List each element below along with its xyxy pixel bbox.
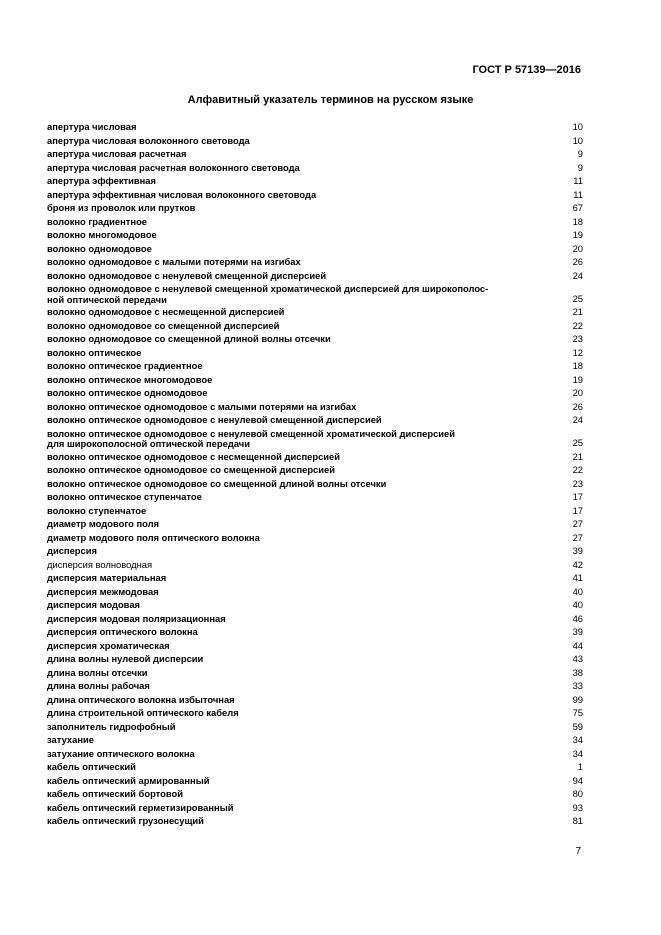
index-entry-term: волокно оптическое многомодовое	[47, 373, 213, 385]
index-entry-term: дисперсия материальная	[47, 572, 167, 583]
index-entry	[47, 255, 583, 269]
index-entry-term: волокно градиентное	[47, 215, 148, 227]
index-entry-page: 39	[572, 626, 583, 637]
index-entry-page: 9	[577, 148, 583, 159]
index-entry-page: 10	[572, 121, 583, 132]
index-entry	[47, 814, 583, 828]
index-entry-page: 20	[572, 387, 583, 398]
index-entry-term: дисперсия модовая	[47, 599, 140, 610]
index-entry-page: 34	[572, 734, 583, 745]
index-entry-term: затухание оптического волокна	[47, 747, 195, 759]
index-entry	[47, 188, 583, 202]
index-entry-page: 19	[572, 373, 583, 385]
document-code: ГОСТ Р 57139—2016	[472, 64, 581, 76]
index-entry	[47, 625, 583, 639]
index-entry	[47, 463, 583, 477]
index-entry-page: 23	[572, 333, 583, 344]
index-entry-page: 80	[572, 788, 583, 799]
index-entry-page: 11	[573, 175, 583, 186]
index-entry	[47, 490, 583, 504]
index-entry-term: волокно одномодовое со смещенной длиной волны отсечки	[47, 333, 331, 344]
index-entry	[47, 639, 583, 653]
index-entry-page: 26	[572, 400, 583, 412]
index-title: Алфавитный указатель терминов на русском языке	[187, 94, 474, 106]
index-entry-term: апертура эффективная числовая волоконного световода	[47, 188, 317, 200]
index-entry	[47, 215, 583, 229]
index-entry-page: 93	[572, 801, 583, 813]
index-entry-page: 41	[572, 572, 583, 583]
index-entry	[47, 120, 583, 134]
index-entry-term: кабель оптический	[47, 761, 136, 772]
index-entry-page: 18	[572, 215, 583, 227]
index-entry-term: волокно оптическое ступенчатое	[47, 491, 202, 502]
index-entry-term: волокно оптическое одномодовое	[47, 387, 208, 398]
index-entry-term: волокно многомодовое	[47, 229, 157, 240]
index-entry	[47, 706, 583, 720]
index-entry-page: 81	[572, 815, 583, 826]
index-entry	[47, 305, 583, 319]
index-entry-page: 10	[572, 134, 583, 146]
index-entry-page: 19	[572, 229, 583, 240]
index-entry-page: 40	[572, 585, 583, 597]
index-entry-term: волокно оптическое одномодовое с малыми потерями на изгибах	[47, 400, 357, 412]
index-entry-term: длина оптического волокна избыточная	[47, 693, 235, 705]
index-entry	[47, 558, 583, 572]
index-entry-term: волокно одномодовое	[47, 242, 152, 254]
index-entry-term: волокно оптическое одномодовое со смещенной дисперсией	[47, 464, 336, 475]
index-entry-page: 75	[572, 707, 583, 718]
index-entry	[47, 413, 583, 427]
index-entry	[47, 652, 583, 666]
index-entry-page: 12	[572, 346, 583, 358]
index-entry-term: волокно ступенчатое	[47, 504, 147, 516]
index-entry	[47, 693, 583, 707]
index-entry-term: апертура числовая расчетная волоконного световода	[47, 161, 300, 173]
index-entry-term: диаметр модового поля	[47, 518, 160, 529]
index-entry-page: 25	[572, 437, 583, 448]
index-entry-page: 21	[572, 306, 583, 317]
index-entry-page: 24	[572, 269, 583, 281]
index-entry	[47, 787, 583, 801]
index-entry	[47, 733, 583, 747]
index-entry-term: волокно одномодовое с ненулевой смещенной дисперсией	[47, 269, 327, 281]
index-entry	[47, 134, 583, 148]
index-entry-term: волокно оптическое одномодовое с несмещенной дисперсией	[47, 450, 341, 462]
index-entry-page: 42	[572, 558, 583, 570]
index-entry-page: 22	[572, 319, 583, 331]
index-entry-page: 38	[572, 666, 583, 678]
index-entry-term: волокно оптическое одномодовое с ненулевой смещенной хроматической дисперсией для широкополосной оптической передачи	[47, 427, 456, 449]
index-entry-term: волокно одномодовое с несмещенной дисперсией	[47, 306, 285, 317]
index-entry-term: волокно одномодовое со смещенной дисперсией	[47, 319, 280, 331]
index-entry-page: 39	[572, 545, 583, 556]
index-entry-page: 11	[573, 188, 583, 200]
index-entry	[47, 544, 583, 558]
index-entry-page: 99	[572, 693, 583, 705]
index-entry-page: 17	[572, 504, 583, 516]
index-entry-page: 26	[572, 256, 583, 267]
index-entry	[47, 747, 583, 761]
index-entry-term: апертура числовая расчетная	[47, 148, 187, 159]
index-entry	[47, 720, 583, 734]
index-entry	[47, 450, 583, 464]
index-entry-term: апертура числовая	[47, 121, 137, 132]
index-entry	[47, 319, 583, 333]
index-entry	[47, 760, 583, 774]
index-entry-term: заполнитель гидрофобный	[47, 720, 176, 732]
index-entry-term: дисперсия хроматическая	[47, 639, 170, 651]
index-entry-term: апертура эффективная	[47, 175, 156, 186]
index-entry-page: 21	[572, 450, 583, 462]
index-entry	[47, 517, 583, 531]
index-entry	[47, 359, 583, 373]
index-entry-page: 27	[572, 531, 583, 543]
index-entry-page: 20	[572, 242, 583, 254]
index-entry	[47, 373, 583, 387]
index-entry-page: 94	[572, 774, 583, 786]
index-entry	[47, 201, 583, 215]
index-entry-term: диаметр модового поля оптического волокна	[47, 531, 260, 543]
index-entry-term: длина волны нулевой дисперсии	[47, 653, 204, 664]
index-entry	[47, 666, 583, 680]
index-entry	[47, 386, 583, 400]
index-entry-page: 43	[572, 653, 583, 664]
index-entry	[47, 174, 583, 188]
index-entry	[47, 242, 583, 256]
index-entry	[47, 504, 583, 518]
index-entry	[47, 147, 583, 161]
index-entry-term: волокно оптическое градиентное	[47, 360, 203, 371]
index-entry-term: волокно оптическое одномодовое с ненулевой смещенной дисперсией	[47, 414, 382, 425]
index-entry	[47, 801, 583, 815]
index-entry-term: дисперсия модовая поляризационная	[47, 612, 226, 624]
index-entry	[47, 598, 583, 612]
index-entry-page: 9	[577, 161, 583, 173]
index-entry-term: длина волны отсечки	[47, 666, 148, 678]
index-entry	[47, 571, 583, 585]
index-entry-page: 23	[572, 477, 583, 489]
index-entry	[47, 161, 583, 175]
index-entry-page: 59	[572, 720, 583, 732]
index-entry	[47, 774, 583, 788]
index-entry-page: 27	[572, 518, 583, 529]
index-entry-page: 40	[572, 599, 583, 610]
index-entry	[47, 282, 583, 305]
index-entry-page: 34	[572, 747, 583, 759]
index-entry-term: кабель оптический армированный	[47, 774, 210, 786]
index-entry-page: 22	[572, 464, 583, 475]
index-entry-term: волокно одномодовое с ненулевой смещенной хроматической дисперсией для широкополос- ной оптической передачи	[47, 283, 489, 305]
index-entry-term: волокно оптическое одномодовое со смещенной длиной волны отсечки	[47, 477, 387, 489]
page-number: 7	[575, 846, 581, 857]
index-entry	[47, 531, 583, 545]
terms-index-list	[47, 120, 583, 828]
index-entry	[47, 400, 583, 414]
index-entry	[47, 346, 583, 360]
index-entry-term: волокно оптическое	[47, 346, 142, 358]
index-entry-term: дисперсия волноводная	[47, 558, 153, 570]
index-entry	[47, 477, 583, 491]
index-entry-page: 33	[572, 680, 583, 691]
index-entry-term: затухание	[47, 734, 94, 745]
index-entry-term: волокно одномодовое с малыми потерями на изгибах	[47, 256, 301, 267]
index-entry-term: кабель оптический грузонесущий	[47, 815, 204, 826]
index-entry-page: 44	[572, 639, 583, 651]
index-entry	[47, 612, 583, 626]
index-entry-term: дисперсия межмодовая	[47, 585, 159, 597]
index-entry-term: дисперсия оптического волокна	[47, 626, 198, 637]
index-entry-term: длина строительной оптического кабеля	[47, 707, 239, 718]
index-entry	[47, 332, 583, 346]
index-entry	[47, 228, 583, 242]
index-entry-page: 1	[577, 761, 583, 772]
index-entry	[47, 679, 583, 693]
index-entry-page: 25	[572, 292, 583, 304]
index-entry-term: кабель оптический бортовой	[47, 788, 183, 799]
index-entry-term: броня из проволок или прутков	[47, 202, 196, 213]
index-entry-term: дисперсия	[47, 545, 97, 556]
index-entry-page: 67	[572, 202, 583, 213]
index-entry-term: апертура числовая волоконного световода	[47, 134, 250, 146]
index-entry	[47, 269, 583, 283]
index-entry-page: 17	[572, 491, 583, 502]
index-entry-page: 24	[572, 414, 583, 425]
index-entry-page: 46	[572, 612, 583, 624]
index-entry-term: длина волны рабочая	[47, 680, 150, 691]
index-entry	[47, 585, 583, 599]
index-entry	[47, 427, 583, 450]
index-entry-page: 18	[572, 360, 583, 371]
index-entry-term: кабель оптический герметизированный	[47, 801, 234, 813]
